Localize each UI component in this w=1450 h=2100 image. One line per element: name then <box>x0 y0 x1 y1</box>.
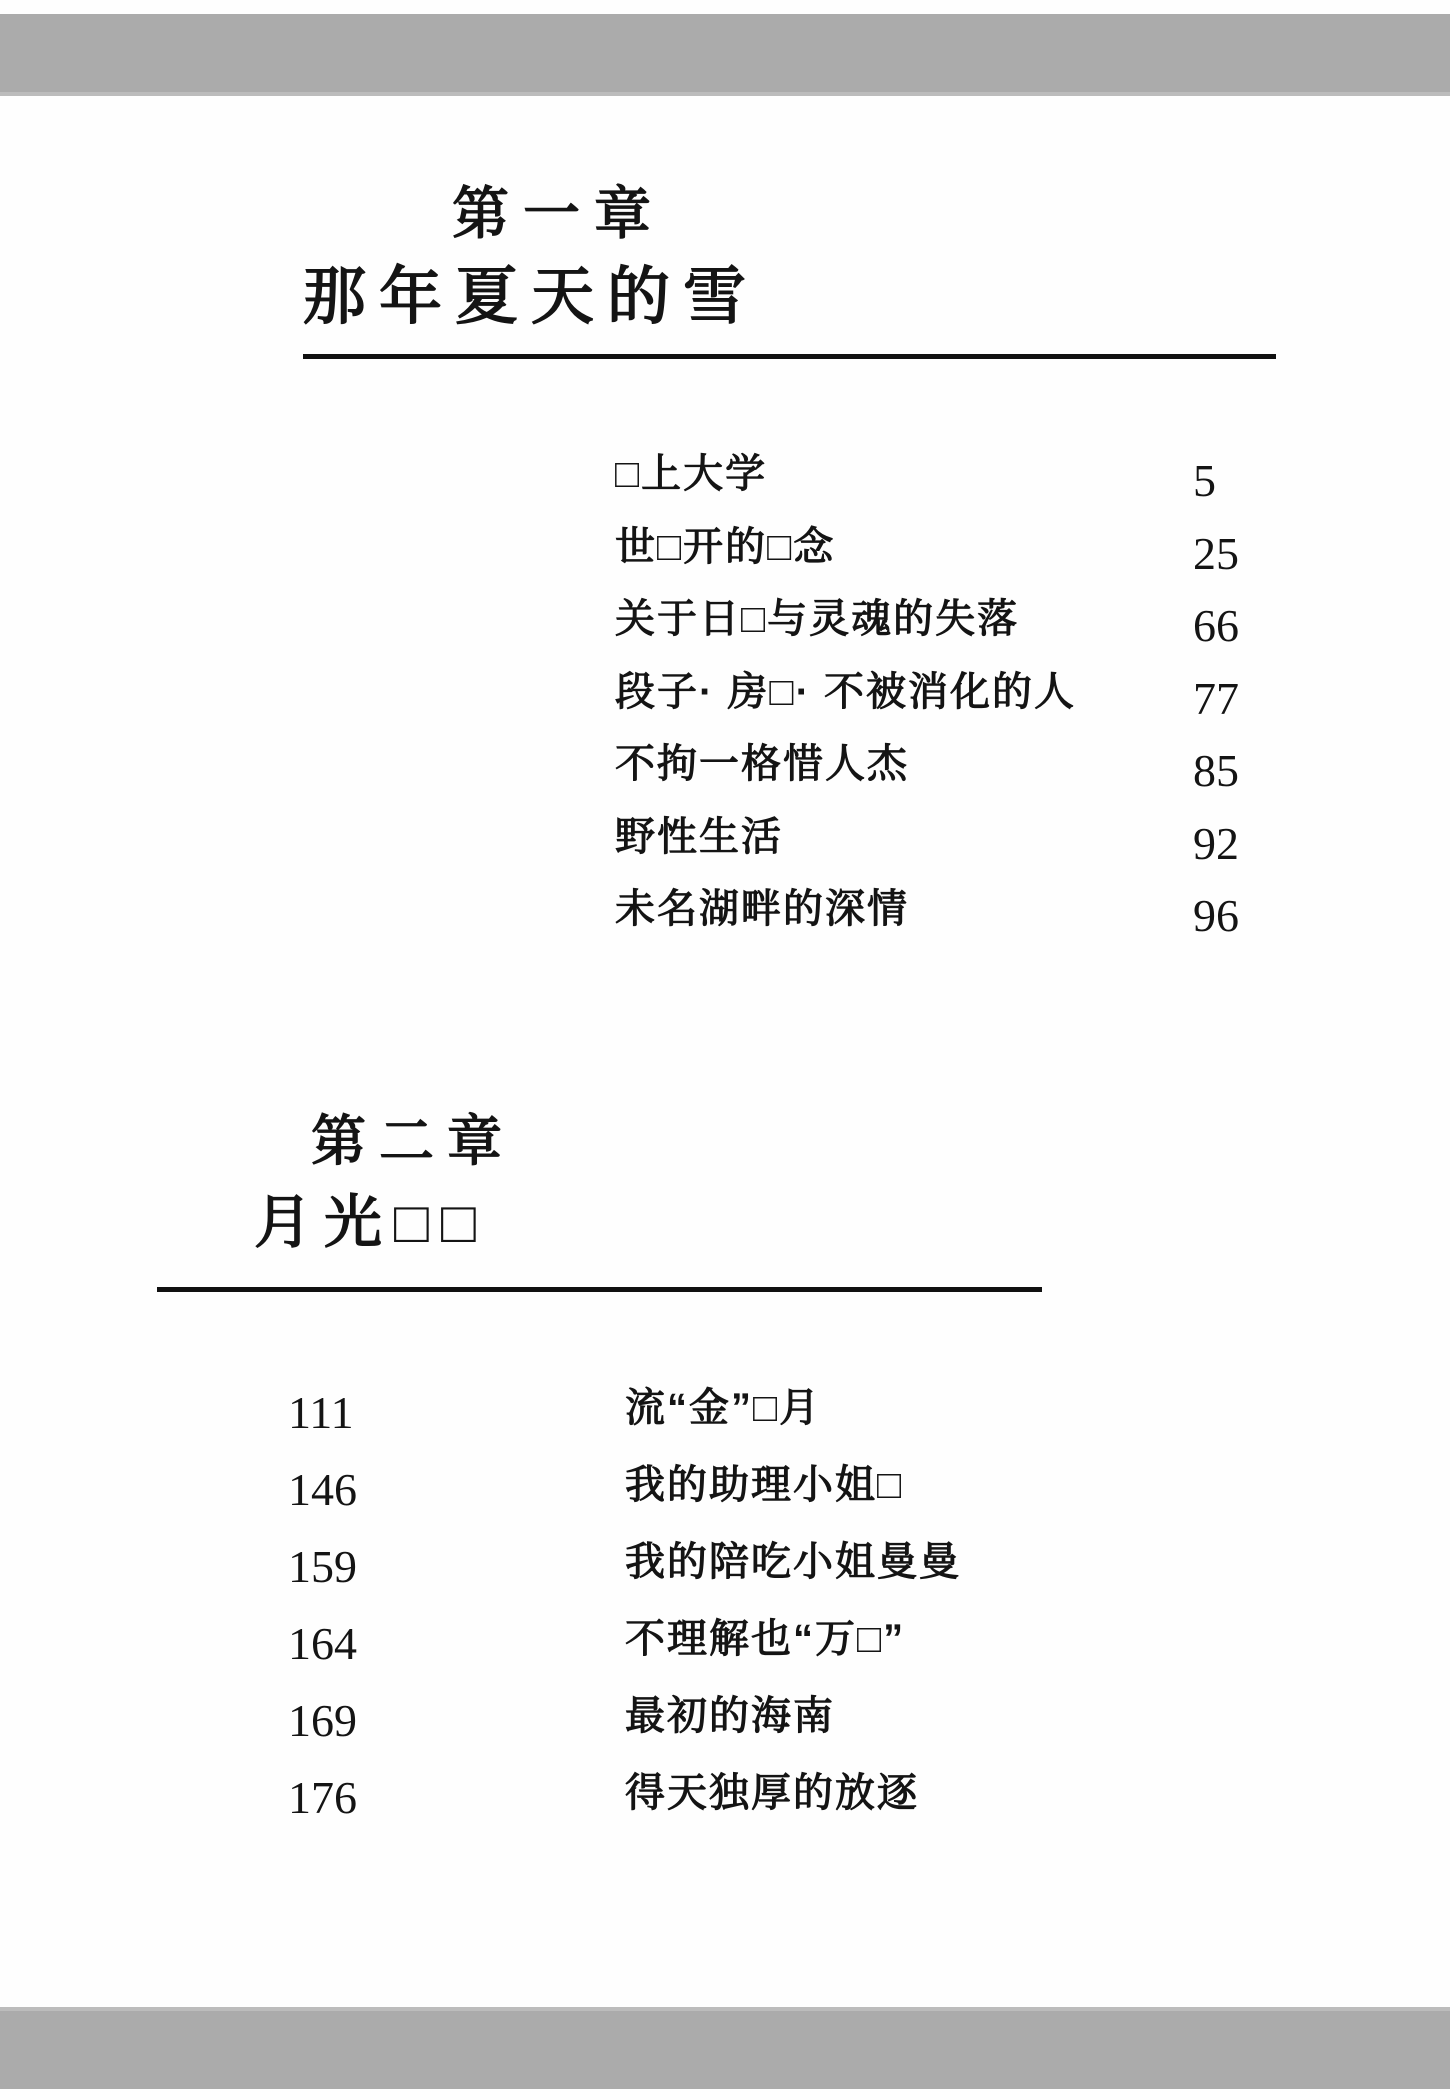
toc-entry-title: 段子· 房□· 不被消化的人 <box>615 670 1077 714</box>
chapter-1-divider <box>303 354 1276 359</box>
toc-entry-title: 野性生活 <box>615 815 783 859</box>
toc-entry-page: 66 <box>1193 600 1239 651</box>
chapter-1-label: 第一章 <box>452 182 665 246</box>
toc-entry-page: 111 <box>288 1387 354 1438</box>
toc-entry-title: 未名湖畔的深情 <box>615 887 909 931</box>
chapter-2-title: 月光□□ <box>254 1190 489 1255</box>
toc-entry-title: 流“金”□月 <box>625 1386 822 1430</box>
toc-entry-page: 146 <box>288 1464 357 1515</box>
toc-entry-title: 我的助理小姐□ <box>625 1463 904 1507</box>
toc-entry-page: 25 <box>1193 528 1239 579</box>
toc-entry-title: 世□开的□念 <box>615 525 836 569</box>
toc-entry-page: 176 <box>288 1772 357 1823</box>
toc-entry-title: 我的陪吃小姐曼曼 <box>625 1540 961 1584</box>
scan-artifact-top-bar <box>0 14 1450 96</box>
toc-entry-page: 85 <box>1193 745 1239 796</box>
scan-artifact-bottom-bar <box>0 2007 1450 2089</box>
chapter-2-divider <box>157 1287 1042 1292</box>
toc-entry-page: 77 <box>1193 673 1239 724</box>
toc-entry-title: 得天独厚的放逐 <box>625 1771 919 1815</box>
toc-entry-title: 不拘一格惜人杰 <box>615 742 909 786</box>
toc-entry-title: □上大学 <box>615 452 768 496</box>
chapter-1-title: 那年夏天的雪 <box>303 262 759 332</box>
toc-entry-title: 最初的海南 <box>625 1694 835 1738</box>
toc-entry-page: 92 <box>1193 818 1239 869</box>
toc-entry-page: 5 <box>1193 455 1216 506</box>
chapter-2-label: 第二章 <box>311 1110 516 1172</box>
toc-entry-page: 164 <box>288 1618 357 1669</box>
toc-entry-title: 关于日□与灵魂的失落 <box>615 597 1020 641</box>
toc-entry-page: 159 <box>288 1541 357 1592</box>
toc-entry-page: 169 <box>288 1695 357 1746</box>
toc-entry-title: 不理解也“万□” <box>625 1617 906 1661</box>
toc-entry-page: 96 <box>1193 890 1239 941</box>
